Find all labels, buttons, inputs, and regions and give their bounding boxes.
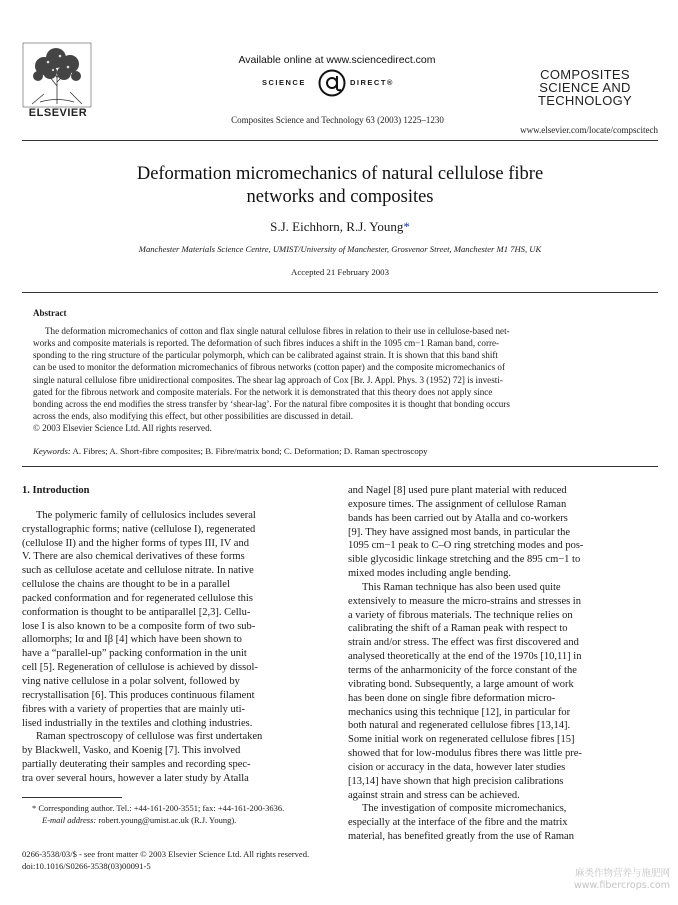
right-paragraph-3	[348, 802, 649, 844]
journal-title-line: SCIENCE AND	[539, 80, 631, 95]
text-line: Some initial work on regenerated cellulose fibres [15]	[348, 734, 575, 746]
abstract-line: can be used to monitor the deformation micromechanics of fibrous networks (cotton paper) and the composite micromechanics of	[33, 362, 505, 373]
corresponding-author-note: * Corresponding author. Tel.: +44-161-200-3551; fax: +44-161-200-3636.	[32, 803, 285, 813]
abstract-line: single natural cellulose fibre unidirectional composites. The shear lag approach of Cox [Br. J. Appl. Phys. 3 (1952) 72] is investi-	[33, 374, 503, 385]
text-line: against strain and stress can be achieved.	[348, 789, 520, 801]
text-line: Raman spectroscopy of cellulose was first undertaken	[36, 731, 263, 743]
right-paragraph-2	[348, 581, 649, 803]
text-line: sible glycosidic linkage stretching and the 895 cm−1 to	[348, 554, 581, 566]
text-line: cell [5]. Regeneration of cellulose is achieved by dissol-	[22, 662, 258, 674]
author-list	[22, 219, 658, 235]
email-line	[22, 815, 323, 827]
section-heading: 1. Introduction	[22, 485, 90, 496]
text-line: both natural and regenerated cellulose fibres [13,14].	[348, 720, 571, 732]
text-line: cellulose the chains are thought to be in a parallel	[22, 579, 230, 591]
text-line: bands has been carried out by Atalla and co-workers	[348, 512, 568, 524]
text-line: by Blackwell, Vasko, and Koenig [7]. This involved	[22, 745, 241, 757]
text-line: conformation is thought to be antiparallel [2,3]. Cellu-	[22, 606, 251, 618]
text-line: extensively to measure the micro-strains and stresses in	[348, 595, 581, 607]
text-line: cision or accuracy in the data, however later studies	[348, 761, 566, 773]
abstract-copyright: © 2003 Elsevier Science Ltd. All rights reserved.	[33, 423, 212, 434]
left-paragraph-1	[22, 509, 323, 731]
journal-reference: Composites Science and Technology 63 (2003) 1225–1230	[231, 115, 444, 125]
issn-line: 0266-3538/03/$ - see front matter © 2003 Elsevier Science Ltd. All rights reserved.	[22, 849, 310, 859]
abstract-line: sponding to the ring structure of the particular polymorph, which can be calibrated against strain. It is shown that this band shift	[33, 350, 498, 361]
text-line: mechanics using this technique [12], in particular for	[348, 706, 571, 718]
abstract-heading: Abstract	[33, 308, 67, 318]
text-line: recrystallisation [6]. This produces continuous filament	[22, 689, 255, 701]
text-line: 1095 cm−1 peak to C–O ring stretching modes and pos-	[348, 540, 584, 552]
text-line: vibrating bond. Subsequently, a large amount of work	[348, 678, 574, 690]
journal-title-line: COMPOSITES	[540, 67, 630, 82]
abstract-line: gated for the fibrous network and composite materials. For the network it is demonstrated that this theory does not apply since	[33, 386, 493, 397]
header-divider	[22, 140, 658, 141]
text-line: terms of the anharmonicity of the force constant of the	[348, 664, 577, 676]
available-online-text[interactable]: Available online at www.sciencedirect.com	[238, 54, 436, 66]
text-line: [9]. They have assigned most bands, in particular the	[348, 526, 570, 538]
text-line: especially at the interface of the fibre and the matrix	[348, 817, 568, 829]
text-line: calibrating the shift of a Raman peak with respect to	[348, 623, 568, 635]
watermark-line: www.fibercrops.com	[573, 880, 670, 891]
text-line: mixed modes including angle bending.	[348, 568, 512, 580]
keywords-text: A. Fibres; A. Short-fibre composites; B. Fibre/matrix bond; C. Deformation; D. Raman spectroscopy	[72, 446, 428, 456]
sciencedirect-right-text: DIRECT®	[350, 78, 394, 87]
author-affiliation: Manchester Materials Science Centre, UMIST/University of Manchester, Grosvenor Street, Manchester M1 7HS, UK	[138, 244, 542, 254]
sciencedirect-left-text: SCIENCE	[262, 78, 306, 87]
text-line: strain and/or stress. The effect was first discovered and	[348, 637, 579, 649]
text-line: This Raman technique has also been used quite	[362, 581, 561, 593]
abstract-bottom-divider	[22, 466, 658, 467]
abstract-body	[33, 325, 645, 434]
author-names: S.J. Eichhorn, R.J. Young	[270, 219, 404, 234]
email-label: E-mail address:	[42, 814, 97, 825]
footnote-divider	[22, 797, 122, 798]
abstract-line: across the ends, also modifying this effect, but other possibilities are discussed in detail.	[33, 411, 354, 422]
text-line: tra over several hours, however a later study by Atalla	[22, 772, 249, 784]
article-title-line: Deformation micromechanics of natural cellulose fibre	[136, 164, 544, 184]
abstract-line: bonding across the end modifies the stress transfer by ‘shear-lag’. For the natural fibre composites it is thought that bonding occurs	[33, 398, 510, 409]
text-line: have a “parallel-up” packing conformation in the unit	[22, 648, 247, 660]
text-line: such as cellulose acetate and cellulose nitrate. In native	[22, 565, 254, 577]
journal-title-block	[515, 68, 655, 107]
text-line: V. There are also chemical derivatives of these forms	[22, 551, 245, 563]
corresponding-author-link[interactable]: *	[403, 219, 410, 234]
accepted-date: Accepted 21 February 2003	[291, 267, 389, 277]
text-line: lised industrially in the textiles and clothing industries.	[22, 717, 253, 729]
right-paragraph-1	[348, 484, 649, 581]
right-column	[348, 484, 649, 844]
left-paragraph-2	[22, 730, 323, 785]
left-column	[22, 484, 323, 786]
abstract-line: The deformation micromechanics of cotton and flax single natural cellulose fibres in relation to their use in cellulose-based net-	[45, 326, 510, 336]
text-line: partially deuterating their samples and recording spec-	[22, 759, 251, 771]
text-line: and Nagel [8] used pure plant material with reduced	[348, 485, 567, 496]
text-line: [13,14] have shown that high precision calibrations	[348, 775, 564, 787]
keywords-label: Keywords:	[33, 446, 71, 456]
journal-url-link[interactable]: www.elsevier.com/locate/compscitech	[520, 125, 658, 135]
text-line: allomorphs; Iα and Iβ [4] which have been shown to	[22, 634, 242, 646]
text-line: The investigation of composite micromechanics,	[362, 803, 567, 815]
text-line: showed that for low-modulus fibres there was little pre-	[348, 748, 582, 760]
text-line: has been done on single fibre deformation micro-	[348, 692, 556, 704]
text-line: (cellulose II) and the higher forms of types III, IV and	[22, 537, 249, 549]
article-title	[22, 163, 658, 209]
abstract-top-divider	[22, 292, 658, 293]
text-line: analysed theoretically at the end of the 1970s [10,11] in	[348, 651, 582, 663]
footnote	[22, 803, 323, 826]
elsevier-wordmark: ELSEVIER	[28, 107, 88, 119]
text-line: exposure times. The assignment of cellulose Raman	[348, 498, 567, 510]
text-line: crystallographic forms; native (cellulose I), regenerated	[22, 523, 256, 535]
sciencedirect-at-icon	[316, 68, 348, 98]
article-title-line: networks and composites	[246, 187, 434, 207]
abstract-line: works and composite materials is reported. The deformation of such fibres induces a shift in the 1095 cm−1 Raman band, corre-	[33, 338, 500, 349]
sciencedirect-logo[interactable]	[262, 68, 412, 98]
text-line: a variety of fibrous materials. The technique relies on	[348, 609, 573, 621]
text-line: lose I is also known to be a composite form of two sub-	[22, 620, 256, 632]
text-line: The polymeric family of cellulosics includes several	[36, 509, 256, 521]
watermark-line: 麻类作物营养与施肥网	[574, 868, 670, 879]
keywords-line	[33, 446, 645, 456]
text-line: fibres with a variety of properties that are mainly uti-	[22, 703, 246, 715]
doi-link[interactable]: doi:10.1016/S0266-3538(03)00091-5	[22, 860, 151, 871]
text-line: material, has benefited greatly from the use of Raman	[348, 831, 574, 843]
text-line: packed conformation and for regenerated cellulose this	[22, 592, 253, 604]
journal-title-line: TECHNOLOGY	[537, 93, 632, 108]
text-line: ving native cellulose in a polar solvent, followed by	[22, 675, 240, 687]
bottom-metadata	[22, 849, 522, 872]
site-watermark	[510, 868, 670, 892]
email-link[interactable]: robert.young@umist.ac.uk (R.J. Young).	[98, 814, 237, 825]
